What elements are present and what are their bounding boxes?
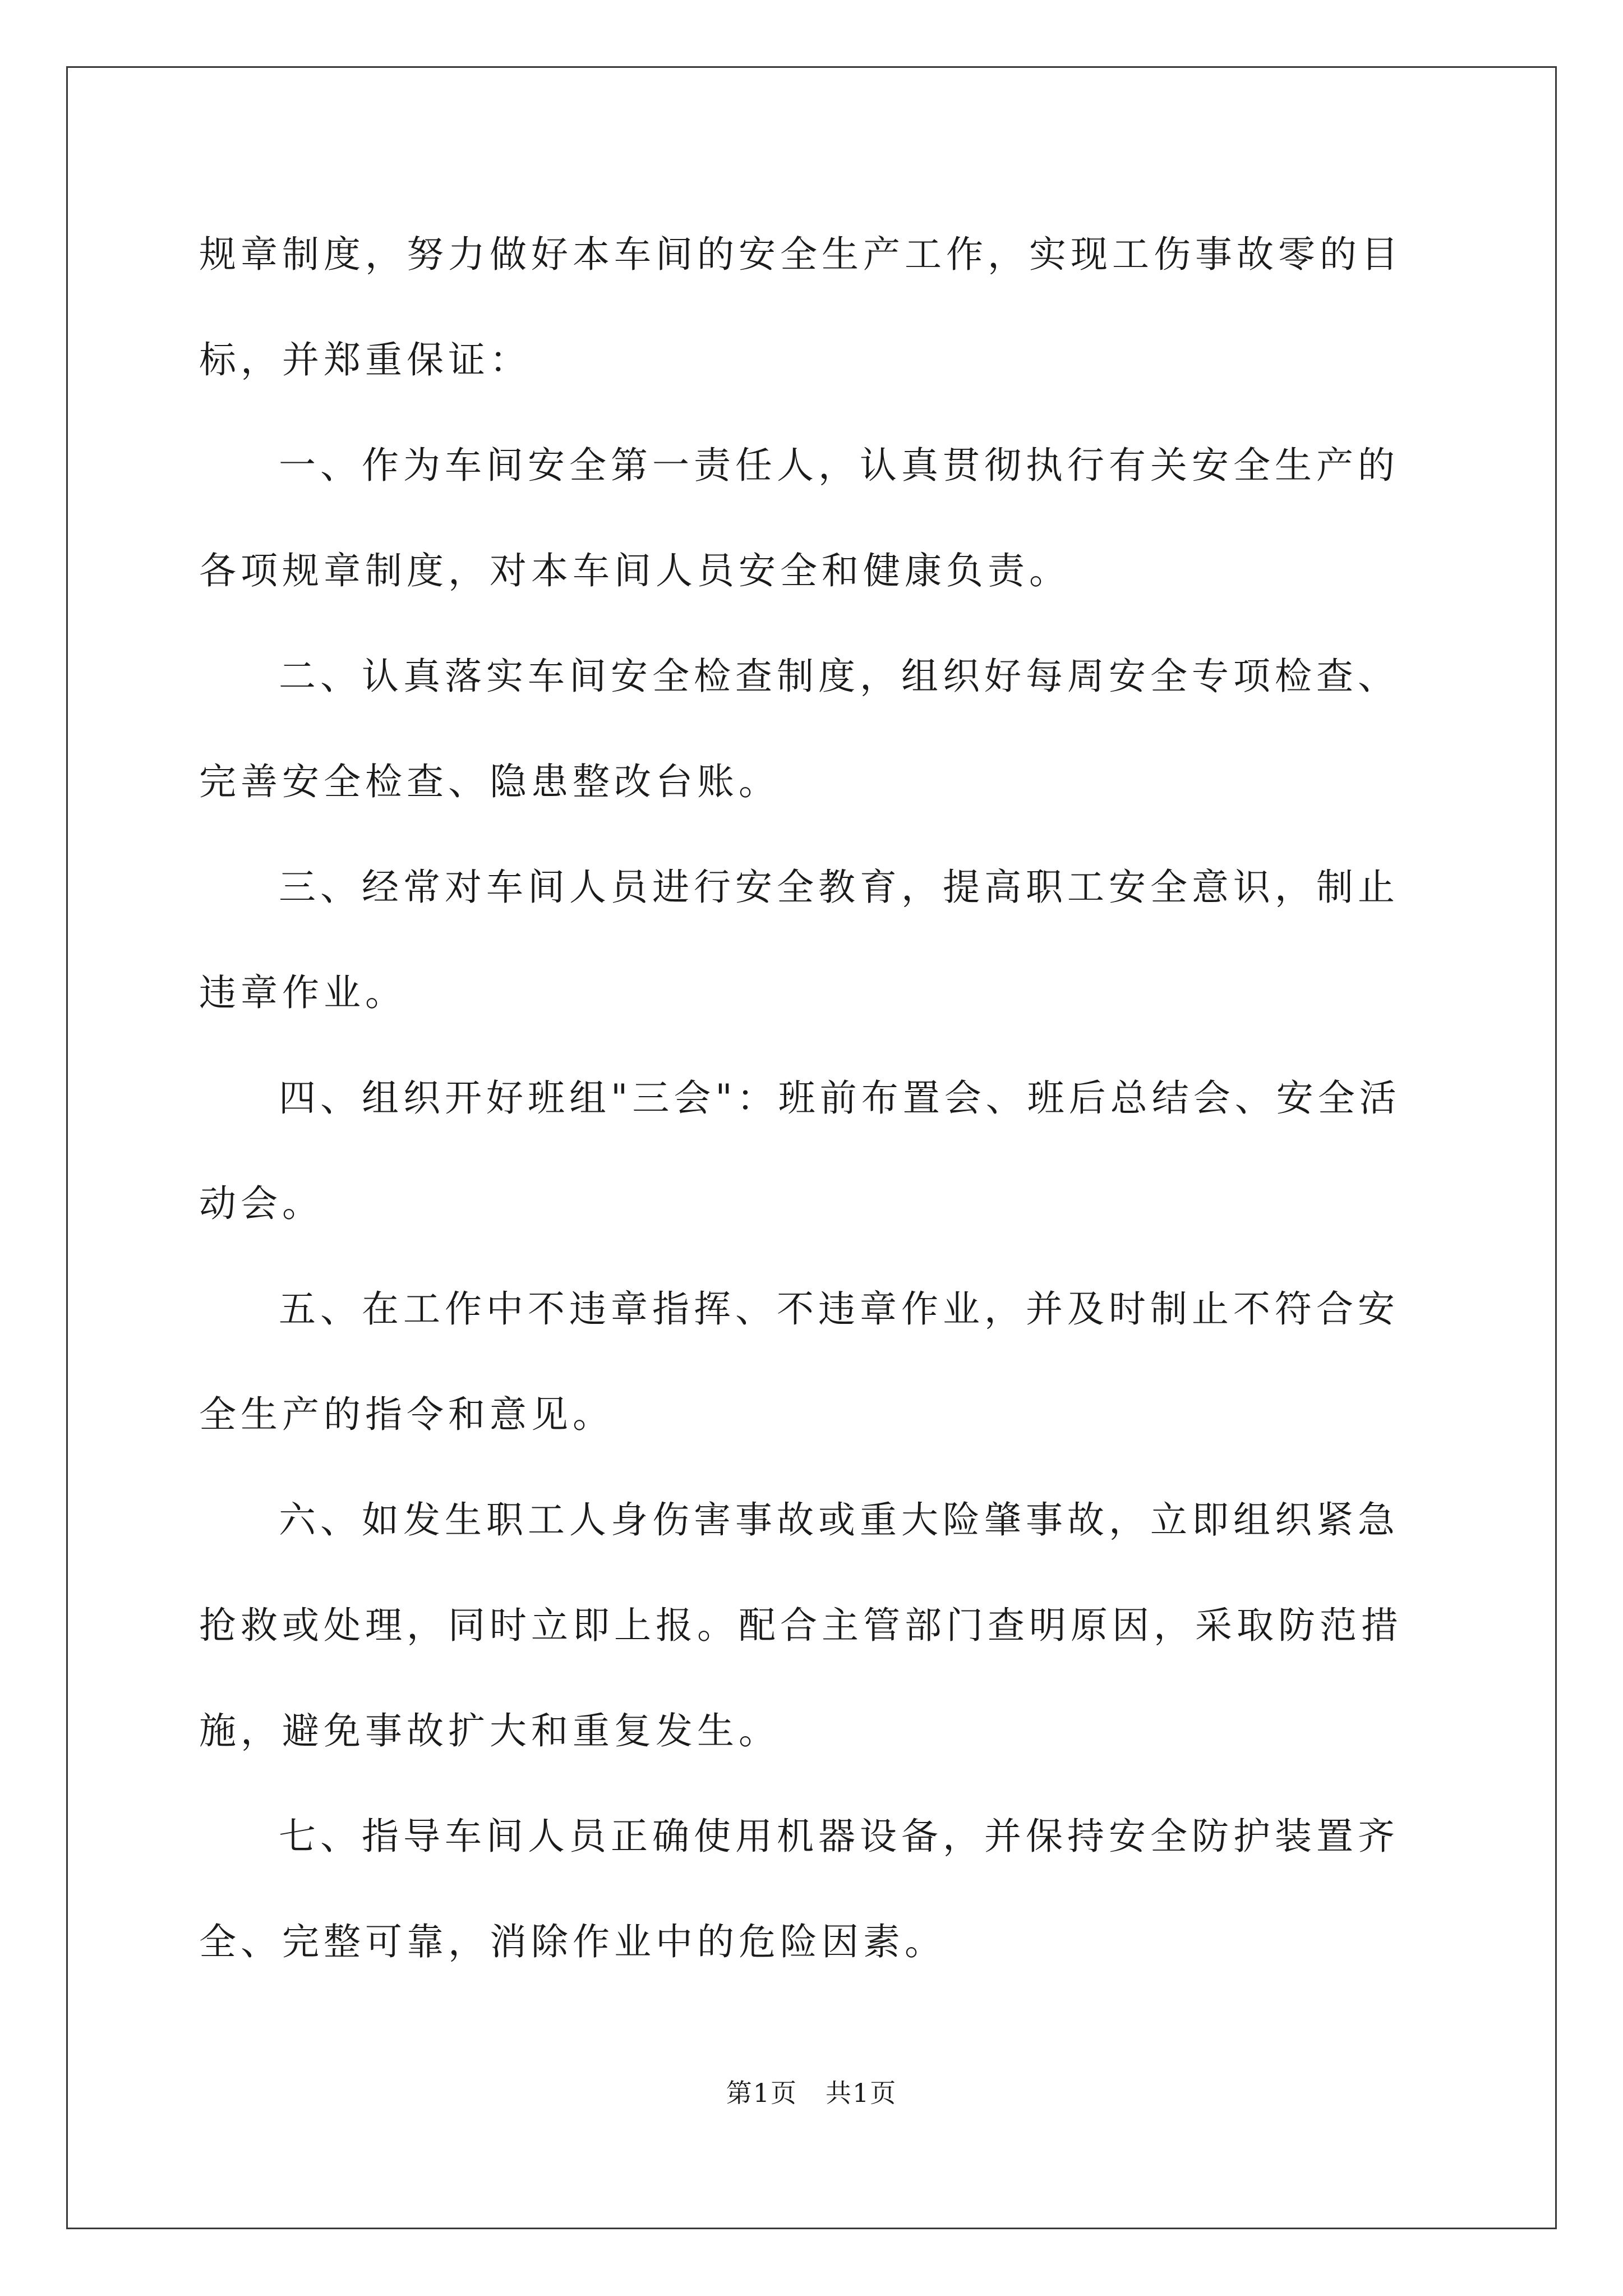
paragraph-item-1: 一、作为车间安全第一责任人，认真贯彻执行有关安全生产的各项规章制度，对本车间人员安全和健康负责。 — [199, 444, 1399, 592]
paragraph-item-6: 六、如发生职工人身伤害事故或重大险肇事故，立即组织紧急抢救或处理，同时立即上报。配合主管部门查明原因，采取防范措施，避免事故扩大和重复发生。 — [199, 1498, 1403, 1752]
page-total: 共1页 — [826, 2078, 897, 2108]
paragraph-continuation: 规章制度，努力做好本车间的安全生产工作，实现工伤事故零的目标，并郑重保证： — [199, 233, 1403, 381]
paragraph-item-4: 四、组织开好班组"三会"：班前布置会、班后总结会、安全活动会。 — [199, 1076, 1401, 1225]
paragraph-item-7: 七、指导车间人员正确使用机器设备，并保持安全防护装置齐全、完整可靠，消除作业中的危险因素。 — [199, 1815, 1399, 1963]
paragraph-item-2: 二、认真落实车间安全检查制度，组织好每周安全专项检查、完善安全检查、隐患整改台账。 — [199, 655, 1399, 803]
page-number: 第1页 — [726, 2078, 797, 2108]
paragraph-item-5: 五、在工作中不违章指挥、不违章作业，并及时制止不符合安全生产的指令和意见。 — [199, 1287, 1399, 1436]
paragraph-item-3: 三、经常对车间人员进行安全教育，提高职工安全意识，制止违章作业。 — [199, 866, 1399, 1014]
page-footer — [0, 2073, 1623, 2110]
document-body — [199, 202, 1427, 1995]
